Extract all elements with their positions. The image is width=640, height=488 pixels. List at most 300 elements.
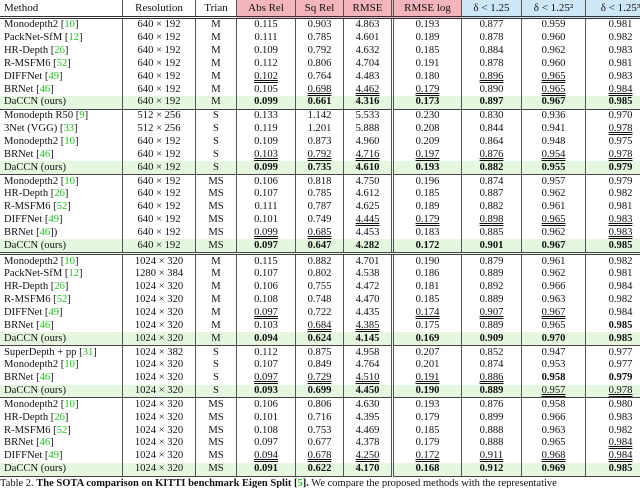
metric-value: 0.133 <box>254 110 278 122</box>
delta1-cell <box>462 411 522 424</box>
delta1-cell <box>462 450 522 463</box>
rmse-log-cell <box>393 346 462 359</box>
metric-value: 0.099 <box>254 226 278 238</box>
metric-value: 0.196 <box>415 175 440 187</box>
citation-link[interactable]: 49 <box>48 450 60 462</box>
sq-rel-cell <box>296 32 344 45</box>
citation-link[interactable]: 46 <box>39 148 51 160</box>
rmse-log-cell <box>393 214 462 227</box>
metric-value: 0.185 <box>415 424 440 436</box>
metric-value: 0.962 <box>541 188 566 200</box>
metric-value: 0.890 <box>479 83 504 95</box>
rmse-cell <box>344 148 393 161</box>
metric-value: 0.981 <box>608 57 633 69</box>
caption-title: The SOTA comparison on KITTI benchmark Eigen Split [5]. <box>36 478 309 488</box>
delta1-cell <box>462 58 522 71</box>
abs-rel-cell <box>237 398 296 411</box>
citation-link[interactable]: 26 <box>54 411 65 423</box>
caption-citation[interactable]: 5 <box>297 478 303 488</box>
rmse-log-cell <box>393 83 462 96</box>
metric-value: 0.107 <box>254 359 278 371</box>
rmse-log-cell <box>393 70 462 83</box>
abs-rel-cell <box>237 424 296 437</box>
metric-value: 0.958 <box>541 372 566 384</box>
metric-value: 0.101 <box>254 214 278 226</box>
delta3-cell <box>586 398 640 411</box>
delta2-cell <box>522 161 586 174</box>
delta2-cell <box>522 214 586 227</box>
metric-value: 0.967 <box>541 306 566 318</box>
method-cell: BRNet [46] <box>4 437 54 449</box>
sq-rel-cell <box>296 109 344 122</box>
delta3-cell <box>586 188 640 201</box>
delta3-cell <box>586 450 640 463</box>
metric-value: 0.197 <box>415 148 440 160</box>
resolution-cell: 640 × 192 <box>123 227 196 240</box>
method-name: Monodepth R50 <box>4 110 74 122</box>
metric-value: 0.172 <box>415 450 440 462</box>
method-name: Monodepth2 <box>4 359 59 371</box>
table-row <box>0 424 640 437</box>
delta2-cell <box>522 424 586 437</box>
method-cell: HR-Depth [26] <box>4 411 69 423</box>
column-header-rmse: RMSE <box>344 0 393 18</box>
metric-value: 0.735 <box>307 161 332 173</box>
rmse-log-cell <box>393 424 462 437</box>
delta3-cell <box>586 45 640 58</box>
abs-rel-cell <box>237 32 296 45</box>
metric-value: 0.678 <box>307 450 332 462</box>
method-name: BRNet <box>4 437 34 449</box>
method-cell: DIFFNet [49] <box>4 70 63 82</box>
metric-value: 0.979 <box>608 175 633 187</box>
metric-value: 0.983 <box>608 70 633 82</box>
rmse-cell <box>344 161 393 174</box>
citation-link[interactable]: 10 <box>64 255 75 267</box>
delta1-cell <box>462 385 522 398</box>
delta1-cell <box>462 214 522 227</box>
sq-rel-cell <box>296 45 344 58</box>
table-row <box>0 346 640 359</box>
method-name: Monodepth2 <box>4 19 59 31</box>
train-cell: M <box>196 268 237 281</box>
delta1-cell <box>462 359 522 372</box>
rmse-cell <box>344 58 393 71</box>
metric-value: 0.888 <box>479 437 504 449</box>
resolution-cell: 1024 × 320 <box>123 385 196 398</box>
metric-value: 0.984 <box>608 306 633 318</box>
citation-link[interactable]: 10 <box>64 19 75 31</box>
sq-rel-cell <box>296 239 344 253</box>
metric-value: 0.102 <box>254 70 278 82</box>
train-cell: S <box>196 346 237 359</box>
citation-link[interactable]: 26 <box>54 188 65 200</box>
rmse-log-cell <box>393 319 462 332</box>
sq-rel-cell <box>296 188 344 201</box>
metric-value: 4.632 <box>355 45 380 57</box>
method-cell: SuperDepth + pp [31] <box>4 346 97 358</box>
abs-rel-cell <box>237 346 296 359</box>
citation-link[interactable]: 46 <box>39 83 51 95</box>
train-cell: MS <box>196 411 237 424</box>
delta1-cell <box>462 307 522 320</box>
metric-value: 0.967 <box>541 239 566 251</box>
metric-value: 0.179 <box>415 214 440 226</box>
resolution-cell: 640 × 192 <box>123 70 196 83</box>
metric-value: 0.965 <box>541 214 566 226</box>
rmse-cell <box>344 294 393 307</box>
metric-value: 0.094 <box>254 332 278 344</box>
metric-value: 0.190 <box>415 385 440 397</box>
delta3-cell <box>586 70 640 83</box>
resolution-cell: 1024 × 320 <box>123 424 196 437</box>
citation-link[interactable]: 46 <box>39 319 51 331</box>
train-cell: M <box>196 294 237 307</box>
metric-value: 0.886 <box>479 372 504 384</box>
sq-rel-cell <box>296 161 344 174</box>
resolution-cell: 1024 × 320 <box>123 437 196 450</box>
delta2-cell <box>522 123 586 136</box>
method-cell <box>0 463 123 476</box>
abs-rel-cell <box>237 319 296 332</box>
metric-value: 0.175 <box>415 319 440 331</box>
metric-value: 0.975 <box>608 136 633 148</box>
delta3-cell <box>586 18 640 32</box>
method-cell: DIFFNet [49] <box>4 306 63 318</box>
method-cell: DIFFNet [49] <box>4 214 63 226</box>
sq-rel-cell <box>296 281 344 294</box>
metric-value: 0.948 <box>541 136 566 148</box>
metric-value: 4.445 <box>355 214 380 226</box>
column-header-method: Method <box>0 0 123 18</box>
table-row-ours <box>0 332 640 345</box>
rmse-cell <box>344 136 393 149</box>
delta3-cell <box>586 359 640 372</box>
sq-rel-cell <box>296 424 344 437</box>
metric-value: 0.722 <box>307 306 332 318</box>
delta1-cell <box>462 372 522 385</box>
resolution-cell: 640 × 192 <box>123 148 196 161</box>
metric-value: 0.889 <box>479 319 504 331</box>
metric-value: 4.450 <box>355 385 380 397</box>
citation-link[interactable]: 52 <box>56 294 68 306</box>
metric-value: 4.472 <box>355 281 380 293</box>
citation-link[interactable]: 52 <box>56 424 68 436</box>
delta3-cell <box>586 346 640 359</box>
metric-value: 0.977 <box>608 346 633 358</box>
rmse-cell <box>344 123 393 136</box>
citation-link[interactable]: 10 <box>64 359 75 371</box>
table-body <box>0 18 640 477</box>
method-cell: HR-Depth [26] <box>4 281 69 293</box>
metric-value: 0.885 <box>479 226 504 238</box>
metric-value: 0.978 <box>608 385 633 397</box>
delta1-cell <box>462 346 522 359</box>
rmse-cell <box>344 385 393 398</box>
rmse-log-cell <box>393 32 462 45</box>
metric-value: 0.112 <box>254 57 278 69</box>
metric-value: 0.967 <box>541 96 566 108</box>
metric-value: 0.185 <box>415 45 440 57</box>
metric-value: 0.985 <box>608 239 633 251</box>
table-row <box>0 175 640 188</box>
metric-value: 0.792 <box>307 45 332 57</box>
metric-value: 0.698 <box>307 83 332 95</box>
citation-link[interactable]: 12 <box>68 268 80 280</box>
delta3-cell <box>586 281 640 294</box>
sq-rel-cell <box>296 136 344 149</box>
rmse-cell <box>344 214 393 227</box>
delta1-cell <box>462 201 522 214</box>
abs-rel-cell <box>237 214 296 227</box>
delta2-cell <box>522 372 586 385</box>
train-cell: S <box>196 123 237 136</box>
table-row <box>0 188 640 201</box>
abs-rel-cell <box>237 18 296 32</box>
rmse-log-cell <box>393 372 462 385</box>
metric-value: 0.965 <box>541 437 566 449</box>
metric-value: 0.806 <box>307 57 332 69</box>
metric-value: 0.876 <box>479 148 504 160</box>
sq-rel-cell <box>296 201 344 214</box>
resolution-cell: 1024 × 320 <box>123 307 196 320</box>
metric-value: 0.093 <box>254 385 278 397</box>
citation-link[interactable]: 49 <box>48 70 60 82</box>
method-name: DIFFNet <box>4 450 43 462</box>
delta3-cell <box>586 32 640 45</box>
table-row <box>0 411 640 424</box>
method-name: DIFFNet <box>4 214 43 226</box>
sq-rel-cell <box>296 385 344 398</box>
metric-value: 0.106 <box>254 398 278 410</box>
sq-rel-cell <box>296 319 344 332</box>
delta2-cell <box>522 294 586 307</box>
abs-rel-cell <box>237 123 296 136</box>
metric-value: 0.896 <box>479 70 504 82</box>
method-cell: BRNet [46] <box>4 372 54 384</box>
resolution-cell: 640 × 192 <box>123 188 196 201</box>
metric-value: 0.193 <box>415 161 440 173</box>
delta3-cell <box>586 109 640 122</box>
delta2-cell <box>522 188 586 201</box>
sq-rel-cell <box>296 359 344 372</box>
metric-value: 0.980 <box>608 398 633 410</box>
rmse-cell <box>344 359 393 372</box>
method-cell: Monodepth2 [10] <box>4 136 79 148</box>
delta3-cell <box>586 123 640 136</box>
sq-rel-cell <box>296 96 344 109</box>
citation-link[interactable]: 26 <box>54 281 65 293</box>
abs-rel-cell <box>237 109 296 122</box>
abs-rel-cell <box>237 294 296 307</box>
citation-link[interactable]: 49 <box>48 306 60 318</box>
metric-value: 0.101 <box>254 411 278 423</box>
delta2-cell <box>522 201 586 214</box>
citation-link[interactable]: 46 <box>39 372 51 384</box>
citation-link[interactable]: 26 <box>54 45 65 57</box>
rmse-log-cell <box>393 123 462 136</box>
delta1-cell <box>462 136 522 149</box>
method-name: BRNet <box>4 319 34 331</box>
delta2-cell <box>522 359 586 372</box>
column-header-abs-rel: Abs Rel <box>237 0 296 18</box>
citation-link[interactable]: 52 <box>56 201 68 213</box>
citation-link[interactable]: 46 <box>39 437 51 449</box>
delta1-cell <box>462 239 522 253</box>
citation-link[interactable]: 46 <box>39 226 51 238</box>
metric-value: 0.624 <box>307 332 332 344</box>
metric-value: 4.960 <box>355 136 380 148</box>
metric-value: 0.716 <box>307 411 332 423</box>
metric-value: 0.105 <box>254 83 278 95</box>
citation-link[interactable]: 10 <box>64 398 75 410</box>
method-name: HR-Depth <box>4 411 49 423</box>
abs-rel-cell <box>237 463 296 476</box>
delta3-cell <box>586 58 640 71</box>
delta2-cell <box>522 319 586 332</box>
resolution-cell: 1024 × 320 <box>123 294 196 307</box>
metric-value: 0.699 <box>307 385 332 397</box>
abs-rel-cell <box>237 227 296 240</box>
delta2-cell <box>522 45 586 58</box>
metric-value: 0.108 <box>254 424 278 436</box>
method-cell: 3Net (VGG) [33] <box>4 123 78 135</box>
train-cell: S <box>196 109 237 122</box>
metric-value: 0.849 <box>307 359 332 371</box>
metric-value: 0.097 <box>254 372 278 384</box>
table-row <box>0 372 640 385</box>
metric-value: 0.882 <box>307 255 332 267</box>
metric-value: 0.957 <box>541 385 566 397</box>
rmse-log-cell <box>393 227 462 240</box>
citation-link[interactable]: 31 <box>82 346 94 358</box>
method-name: BRNet <box>4 148 34 160</box>
train-cell: M <box>196 332 237 345</box>
metric-value: 0.873 <box>307 136 332 148</box>
citation-link[interactable]: 49 <box>48 214 60 226</box>
table-row <box>0 268 640 281</box>
metric-value: 0.189 <box>415 201 440 213</box>
metric-value: 4.612 <box>355 188 380 200</box>
metric-value: 0.622 <box>307 463 332 475</box>
rmse-cell <box>344 32 393 45</box>
metric-value: 0.955 <box>541 161 566 173</box>
metric-value: 4.750 <box>355 175 380 187</box>
metric-value: 0.785 <box>307 32 332 44</box>
metric-value: 0.878 <box>479 32 504 44</box>
rmse-cell <box>344 411 393 424</box>
delta1-cell <box>462 32 522 45</box>
method-cell: Monodepth2 [10] <box>4 19 79 31</box>
rmse-log-cell <box>393 136 462 149</box>
metric-value: 0.965 <box>541 70 566 82</box>
rmse-log-cell <box>393 307 462 320</box>
method-cell: BRNet [46]) <box>4 226 58 238</box>
table-row-ours <box>0 239 640 253</box>
metric-value: 0.647 <box>307 239 332 251</box>
delta2-cell <box>522 463 586 476</box>
metric-value: 0.899 <box>479 411 504 423</box>
citation-link[interactable]: 10 <box>64 175 75 187</box>
table-caption <box>0 477 640 488</box>
citation-link[interactable]: 52 <box>56 57 68 69</box>
delta2-cell <box>522 227 586 240</box>
method-cell: BRNet [46] <box>4 319 54 331</box>
table-row-ours <box>0 161 640 174</box>
rmse-log-cell <box>393 268 462 281</box>
delta1-cell <box>462 294 522 307</box>
header-row <box>0 0 640 18</box>
method-name: HR-Depth <box>4 188 49 200</box>
method-name: Monodepth2 <box>4 175 59 187</box>
metric-value: 0.979 <box>608 161 633 173</box>
citation-link[interactable]: 33 <box>63 123 75 135</box>
sq-rel-cell <box>296 70 344 83</box>
table-row <box>0 294 640 307</box>
train-cell: M <box>196 96 237 109</box>
resolution-cell: 1024 × 320 <box>123 319 196 332</box>
table-row <box>0 148 640 161</box>
train-cell: S <box>196 359 237 372</box>
train-cell: S <box>196 372 237 385</box>
sq-rel-cell <box>296 437 344 450</box>
metric-value: 0.661 <box>307 96 332 108</box>
sq-rel-cell <box>296 332 344 345</box>
metric-value: 0.947 <box>541 346 566 358</box>
rmse-log-cell <box>393 201 462 214</box>
metric-value: 0.097 <box>254 239 278 251</box>
citation-link[interactable]: 9 <box>79 110 85 122</box>
sq-rel-cell <box>296 148 344 161</box>
citation-link[interactable]: 10 <box>64 136 75 148</box>
metric-value: 0.179 <box>415 83 440 95</box>
table-row <box>0 201 640 214</box>
metric-value: 0.982 <box>608 424 633 436</box>
delta1-cell <box>462 332 522 345</box>
metric-value: 4.385 <box>355 319 380 331</box>
abs-rel-cell <box>237 332 296 345</box>
metric-value: 4.470 <box>355 294 380 306</box>
method-name: R-MSFM6 <box>4 424 51 436</box>
train-cell: MS <box>196 463 237 476</box>
resolution-cell: 1024 × 320 <box>123 332 196 345</box>
rmse-cell <box>344 437 393 450</box>
metric-value: 4.316 <box>355 96 380 108</box>
citation-link[interactable]: 12 <box>68 32 80 44</box>
metric-value: 0.882 <box>479 161 504 173</box>
train-cell: S <box>196 148 237 161</box>
metric-value: 0.966 <box>541 411 566 423</box>
metric-value: 0.729 <box>307 372 332 384</box>
metric-value: 0.962 <box>541 226 566 238</box>
metric-value: 0.168 <box>415 463 440 475</box>
metric-value: 0.984 <box>608 83 633 95</box>
metric-value: 0.983 <box>608 226 633 238</box>
delta2-cell <box>522 385 586 398</box>
train-cell: MS <box>196 437 237 450</box>
method-cell: R-MSFM6 [52] <box>4 424 71 436</box>
metric-value: 0.099 <box>254 96 278 108</box>
metric-value: 0.874 <box>479 175 504 187</box>
metric-value: 0.957 <box>541 175 566 187</box>
table-row <box>0 359 640 372</box>
metric-value: 4.610 <box>355 161 380 173</box>
metric-value: 0.892 <box>479 281 504 293</box>
sq-rel-cell <box>296 175 344 188</box>
metric-value: 0.173 <box>415 96 440 108</box>
delta3-cell <box>586 294 640 307</box>
metric-value: 0.787 <box>307 201 332 213</box>
